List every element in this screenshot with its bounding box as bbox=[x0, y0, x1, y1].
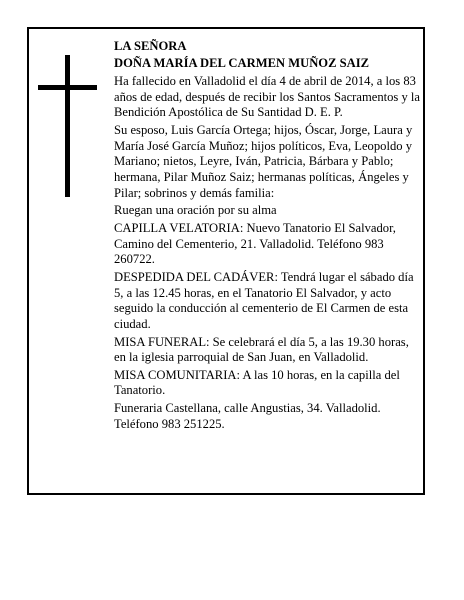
chapel-text: Nuevo Tanatorio El Salvador, Camino del Cementerio, 21. Valladolid. Teléfono 983 260722. bbox=[114, 220, 396, 267]
cross-icon bbox=[65, 55, 70, 197]
funeral-home: Funeraria Castellana, calle Angustias, 34. Valladolid. Teléfono 983 251225. bbox=[114, 400, 381, 431]
community-mass-label: MISA COMUNITARIA: bbox=[114, 367, 240, 382]
community-mass-paragraph bbox=[114, 368, 420, 400]
cross-icon-bar bbox=[38, 85, 97, 90]
deceased-name: DOÑA MARÍA DEL CARMEN MUÑOZ SAIZ bbox=[114, 56, 370, 71]
funeral-mass-text: Se celebrará el día 5, a las 19.30 horas, en la iglesia parroquial de San Juan, en Valladolid. bbox=[114, 334, 409, 365]
family-list: Su esposo, Luis García Ortega; hijos, Óscar, Jorge, Laura y María José García Muñoz; hijos políticos, Eva, Leopoldo y Mariano; nietos, Leyre, Iván, Patricia, Bárbara y Pablo; hermana, Pilar Muñoz Saiz; hermanas políticas, Ángeles y Pilar; sobrinos y demás familia: bbox=[114, 122, 413, 200]
obituary-text bbox=[114, 39, 420, 434]
notice-heading: LA SEÑORA bbox=[114, 39, 187, 53]
funeral-mass-paragraph bbox=[114, 335, 420, 367]
death-announcement: Ha fallecido en Valladolid el día 4 de abril de 2014, a los 83 años de edad, después de recibir los Santos Sacramentos y la Bendición Apostólica de Su Santidad D. E. P. bbox=[114, 73, 421, 120]
funeral-mass-label: MISA FUNERAL: bbox=[114, 334, 210, 349]
farewell-paragraph bbox=[114, 270, 420, 333]
prayer-request: Ruegan una oración por su alma bbox=[114, 203, 277, 218]
chapel-label: CAPILLA VELATORIA: bbox=[114, 220, 244, 235]
community-mass-text: A las 10 horas, en la capilla del Tanatorio. bbox=[114, 367, 400, 398]
chapel-paragraph bbox=[114, 221, 420, 268]
farewell-text: Tendrá lugar el sábado día 5, a las 12.45 horas, en el Tanatorio El Salvador, y acto seguido la conducción al cementerio de El Carmen de esta ciudad. bbox=[114, 269, 414, 332]
farewell-label: DESPEDIDA DEL CADÁVER: bbox=[114, 269, 278, 284]
